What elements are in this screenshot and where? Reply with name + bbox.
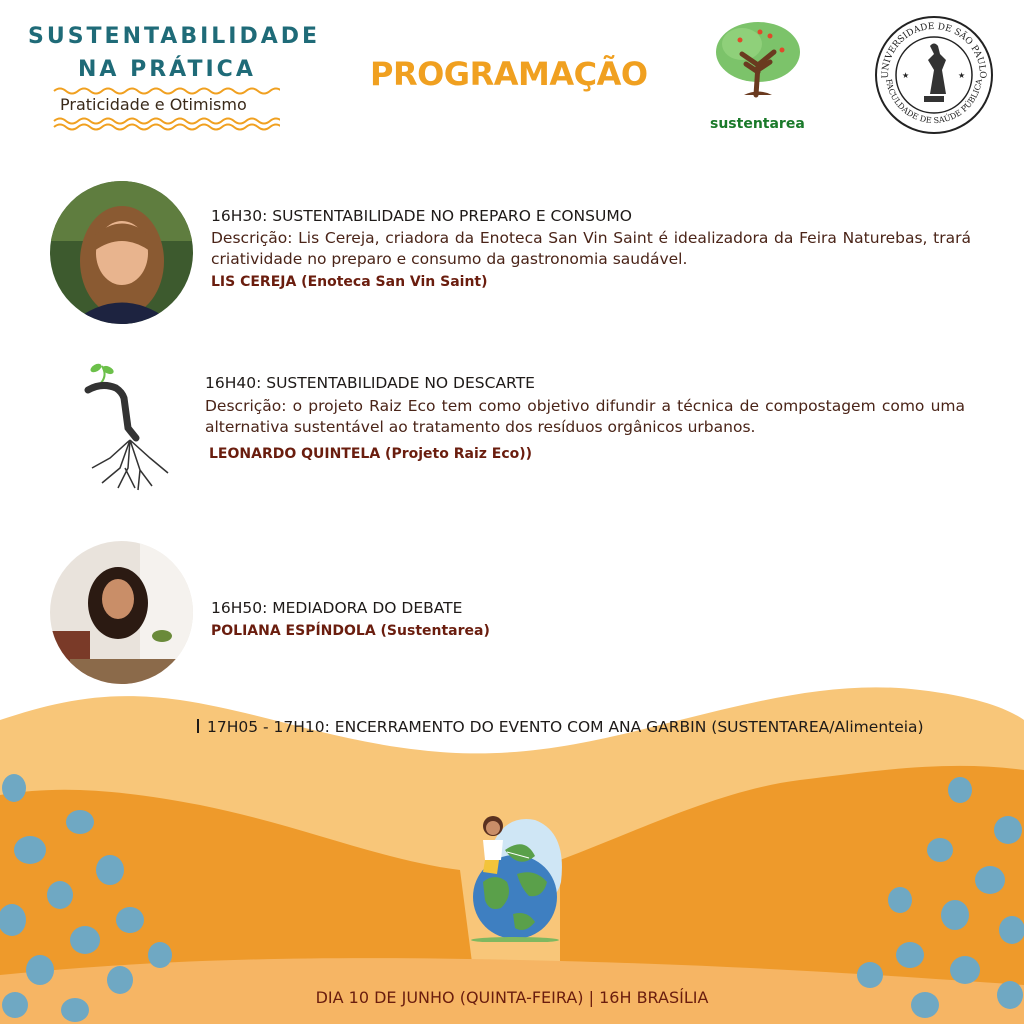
sustentarea-tree-icon xyxy=(712,20,804,100)
item1-time-title: 16H30: SUSTENTABILIDADE NO PREPARO E CONSUMO xyxy=(211,207,632,225)
item1-description: Descrição: Lis Cereja, criadora da Enoteca San Vin Saint é idealizadora da Feira Naturebas, trará criatividade no preparo e consumo da gastronomia saudável. xyxy=(211,229,971,268)
usp-seal-top-text: UNIVERSIDADE DE SÃO PAULO xyxy=(880,21,988,79)
item3-speaker: POLIANA ESPÍNDOLA (Sustentarea) xyxy=(211,623,490,639)
item3-time-title: 16H50: MEDIADORA DO DEBATE xyxy=(211,599,463,617)
closing-text: 17H05 - 17H10: ENCERRAMENTO DO EVENTO COM ANA GARBIN (SUSTENTAREA/Alimenteia) xyxy=(207,718,924,736)
usp-seal-logo xyxy=(872,14,996,136)
page-title: PROGRAMAÇÃO xyxy=(370,55,648,93)
svg-text:★: ★ xyxy=(902,71,910,80)
brand-title-line1: SUSTENTABILIDADE xyxy=(28,24,321,49)
closing-line xyxy=(197,718,924,736)
usp-seal-bottom-text: FACULDADE DE SAÚDE PÚBLICA xyxy=(884,78,984,126)
item2-speaker: LEONARDO QUINTELA (Projeto Raiz Eco)) xyxy=(209,446,533,462)
closing-bullet xyxy=(197,719,199,733)
hand-roots-sprout-icon xyxy=(80,358,180,493)
brand-title-line2: NA PRÁTICA xyxy=(78,57,256,82)
event-date-footer: DIA 10 DE JUNHO (QUINTA-FEIRA) | 16H BRASÍLIA xyxy=(315,988,709,1007)
sustentarea-logo-text: sustentarea xyxy=(710,116,805,132)
speaker-photo-lis-cereja xyxy=(50,181,193,324)
item2-description: Descrição: o projeto Raiz Eco tem como objetivo difundir a técnica de compostagem como uma alternativa sustentável ao tratamento dos resíduos orgânicos urbanos. xyxy=(205,397,965,436)
brand-tagline: Praticidade e Otimismo xyxy=(60,95,247,114)
earth-child-illustration xyxy=(455,812,575,942)
item2-time-title: 16H40: SUSTENTABILIDADE NO DESCARTE xyxy=(205,374,535,392)
speaker-photo-poliana-espindola xyxy=(50,541,193,684)
svg-text:★: ★ xyxy=(958,71,966,80)
item1-speaker: LIS CEREJA (Enoteca San Vin Saint) xyxy=(211,274,488,290)
